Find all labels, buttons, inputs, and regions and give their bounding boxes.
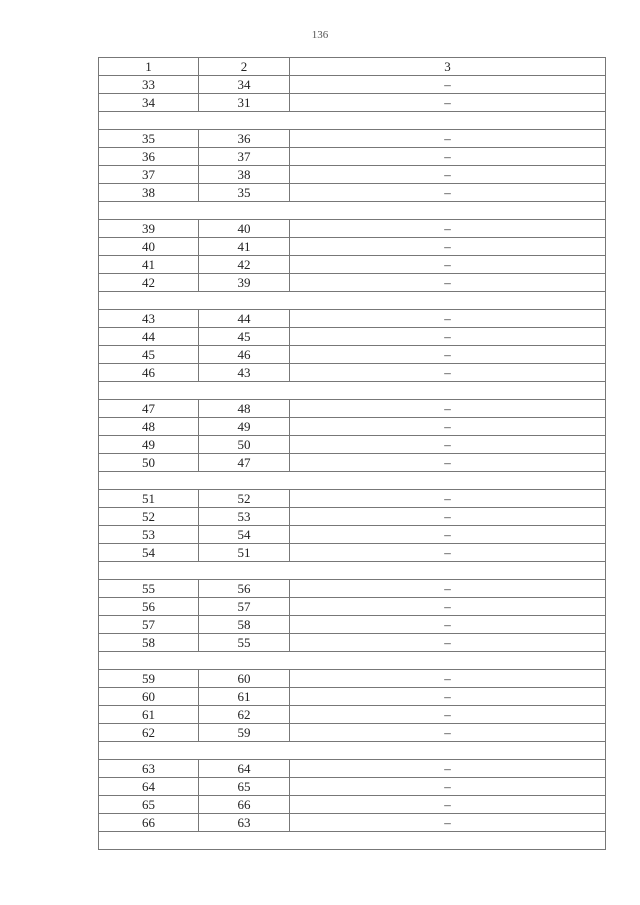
table-row	[98, 435, 606, 453]
table-cell-col3: –	[289, 76, 606, 93]
table-cell-col2: 44	[198, 310, 289, 327]
table-row	[98, 525, 606, 543]
table-cell-col3: –	[289, 454, 606, 471]
table-cell-col2: 38	[198, 166, 289, 183]
table-row	[98, 93, 606, 111]
group-separator-row	[98, 741, 606, 759]
table-cell-col2: 51	[198, 544, 289, 561]
table-row	[98, 75, 606, 93]
table-cell-col1: 36	[98, 148, 198, 165]
table-body	[98, 75, 606, 850]
table-cell-col2: 39	[198, 274, 289, 291]
table-cell-col1: 39	[98, 220, 198, 237]
table-row	[98, 507, 606, 525]
table-cell-col3: –	[289, 148, 606, 165]
table-cell-col3: –	[289, 184, 606, 201]
header-cell-col1: 1	[98, 58, 198, 75]
table-row	[98, 615, 606, 633]
table-cell-col3: –	[289, 130, 606, 147]
table-cell-col3: –	[289, 508, 606, 525]
document-table	[98, 57, 606, 850]
table-row	[98, 417, 606, 435]
table-cell-col1: 65	[98, 796, 198, 813]
table-cell-col3: –	[289, 526, 606, 543]
table-row	[98, 309, 606, 327]
table-cell-col3: –	[289, 274, 606, 291]
table-cell-col2: 43	[198, 364, 289, 381]
table-cell-col3: –	[289, 346, 606, 363]
table-cell-col2: 35	[198, 184, 289, 201]
table-cell-col1: 47	[98, 400, 198, 417]
table-cell-col2: 55	[198, 634, 289, 651]
table-cell-col3: –	[289, 94, 606, 111]
table-cell-col2: 58	[198, 616, 289, 633]
table-cell-col3: –	[289, 364, 606, 381]
group-separator-row	[98, 831, 606, 849]
table-cell-col3: –	[289, 670, 606, 687]
table-cell-col1: 48	[98, 418, 198, 435]
table-cell-col2: 61	[198, 688, 289, 705]
page-number: 136	[311, 29, 329, 41]
table-row	[98, 543, 606, 561]
table-cell-col3: –	[289, 328, 606, 345]
table-cell-col1: 46	[98, 364, 198, 381]
table-cell-col2: 63	[198, 814, 289, 831]
table-cell-col1: 50	[98, 454, 198, 471]
header-cell-col3: 3	[289, 58, 606, 75]
group-separator-row	[98, 201, 606, 219]
table-row	[98, 759, 606, 777]
table-row	[98, 489, 606, 507]
table-cell-col1: 59	[98, 670, 198, 687]
table-cell-col2: 50	[198, 436, 289, 453]
table-cell-col2: 62	[198, 706, 289, 723]
group-separator-row	[98, 651, 606, 669]
table-cell-col2: 37	[198, 148, 289, 165]
table-cell-col2: 34	[198, 76, 289, 93]
table-row	[98, 345, 606, 363]
table-cell-col1: 51	[98, 490, 198, 507]
table-row	[98, 777, 606, 795]
table-cell-col1: 66	[98, 814, 198, 831]
table-cell-col1: 63	[98, 760, 198, 777]
table-cell-col1: 52	[98, 508, 198, 525]
table-row	[98, 129, 606, 147]
table-cell-col1: 61	[98, 706, 198, 723]
table-cell-col1: 54	[98, 544, 198, 561]
table-cell-col2: 41	[198, 238, 289, 255]
table-row	[98, 363, 606, 381]
table-cell-col1: 41	[98, 256, 198, 273]
table-cell-col1: 60	[98, 688, 198, 705]
table-row	[98, 795, 606, 813]
table-cell-col3: –	[289, 580, 606, 597]
table-cell-col2: 31	[198, 94, 289, 111]
table-cell-col2: 49	[198, 418, 289, 435]
table-cell-col3: –	[289, 544, 606, 561]
table-cell-col1: 57	[98, 616, 198, 633]
table-cell-col3: –	[289, 796, 606, 813]
table-cell-col3: –	[289, 400, 606, 417]
table-row	[98, 633, 606, 651]
table-cell-col1: 56	[98, 598, 198, 615]
table-bottom-border	[98, 849, 606, 850]
table-cell-col2: 46	[198, 346, 289, 363]
table-cell-col3: –	[289, 256, 606, 273]
table-cell-col1: 53	[98, 526, 198, 543]
table-cell-col2: 53	[198, 508, 289, 525]
table-cell-col1: 49	[98, 436, 198, 453]
table-row	[98, 255, 606, 273]
table-cell-col2: 45	[198, 328, 289, 345]
table-cell-col2: 47	[198, 454, 289, 471]
table-cell-col1: 43	[98, 310, 198, 327]
table-cell-col2: 59	[198, 724, 289, 741]
table-cell-col3: –	[289, 238, 606, 255]
table-cell-col2: 66	[198, 796, 289, 813]
table-cell-col2: 65	[198, 778, 289, 795]
table-cell-col3: –	[289, 814, 606, 831]
table-cell-col3: –	[289, 490, 606, 507]
table-cell-col1: 33	[98, 76, 198, 93]
table-cell-col3: –	[289, 166, 606, 183]
table-cell-col2: 52	[198, 490, 289, 507]
table-row	[98, 183, 606, 201]
table-cell-col2: 64	[198, 760, 289, 777]
table-cell-col2: 56	[198, 580, 289, 597]
table-cell-col1: 37	[98, 166, 198, 183]
table-row	[98, 579, 606, 597]
table-cell-col2: 36	[198, 130, 289, 147]
table-cell-col1: 55	[98, 580, 198, 597]
group-separator-row	[98, 111, 606, 129]
table-cell-col1: 64	[98, 778, 198, 795]
table-cell-col3: –	[289, 220, 606, 237]
table-row	[98, 669, 606, 687]
table-row	[98, 453, 606, 471]
table-row	[98, 723, 606, 741]
table-cell-col1: 62	[98, 724, 198, 741]
table-cell-col1: 44	[98, 328, 198, 345]
table-row	[98, 813, 606, 831]
group-separator-row	[98, 471, 606, 489]
table-cell-col3: –	[289, 688, 606, 705]
table-cell-col2: 48	[198, 400, 289, 417]
table-cell-col1: 42	[98, 274, 198, 291]
table-row	[98, 165, 606, 183]
table-cell-col3: –	[289, 724, 606, 741]
table-row	[98, 399, 606, 417]
table-cell-col1: 58	[98, 634, 198, 651]
table-cell-col2: 54	[198, 526, 289, 543]
table-cell-col3: –	[289, 706, 606, 723]
table-row	[98, 237, 606, 255]
table-row	[98, 219, 606, 237]
table-cell-col2: 40	[198, 220, 289, 237]
table-cell-col3: –	[289, 418, 606, 435]
table-cell-col1: 35	[98, 130, 198, 147]
table-cell-col3: –	[289, 760, 606, 777]
table-cell-col2: 57	[198, 598, 289, 615]
table-cell-col3: –	[289, 616, 606, 633]
table-cell-col1: 34	[98, 94, 198, 111]
table-row	[98, 705, 606, 723]
table-cell-col3: –	[289, 436, 606, 453]
table-row	[98, 597, 606, 615]
group-separator-row	[98, 561, 606, 579]
table-row	[98, 147, 606, 165]
table-cell-col3: –	[289, 634, 606, 651]
header-cell-col2: 2	[198, 58, 289, 75]
table-row	[98, 327, 606, 345]
table-header-row	[98, 57, 606, 75]
table-cell-col2: 42	[198, 256, 289, 273]
table-row	[98, 687, 606, 705]
table-cell-col3: –	[289, 778, 606, 795]
table-cell-col3: –	[289, 598, 606, 615]
table-cell-col1: 38	[98, 184, 198, 201]
table-cell-col3: –	[289, 310, 606, 327]
table-cell-col1: 40	[98, 238, 198, 255]
table-cell-col2: 60	[198, 670, 289, 687]
group-separator-row	[98, 381, 606, 399]
group-separator-row	[98, 291, 606, 309]
table-row	[98, 273, 606, 291]
table-cell-col1: 45	[98, 346, 198, 363]
